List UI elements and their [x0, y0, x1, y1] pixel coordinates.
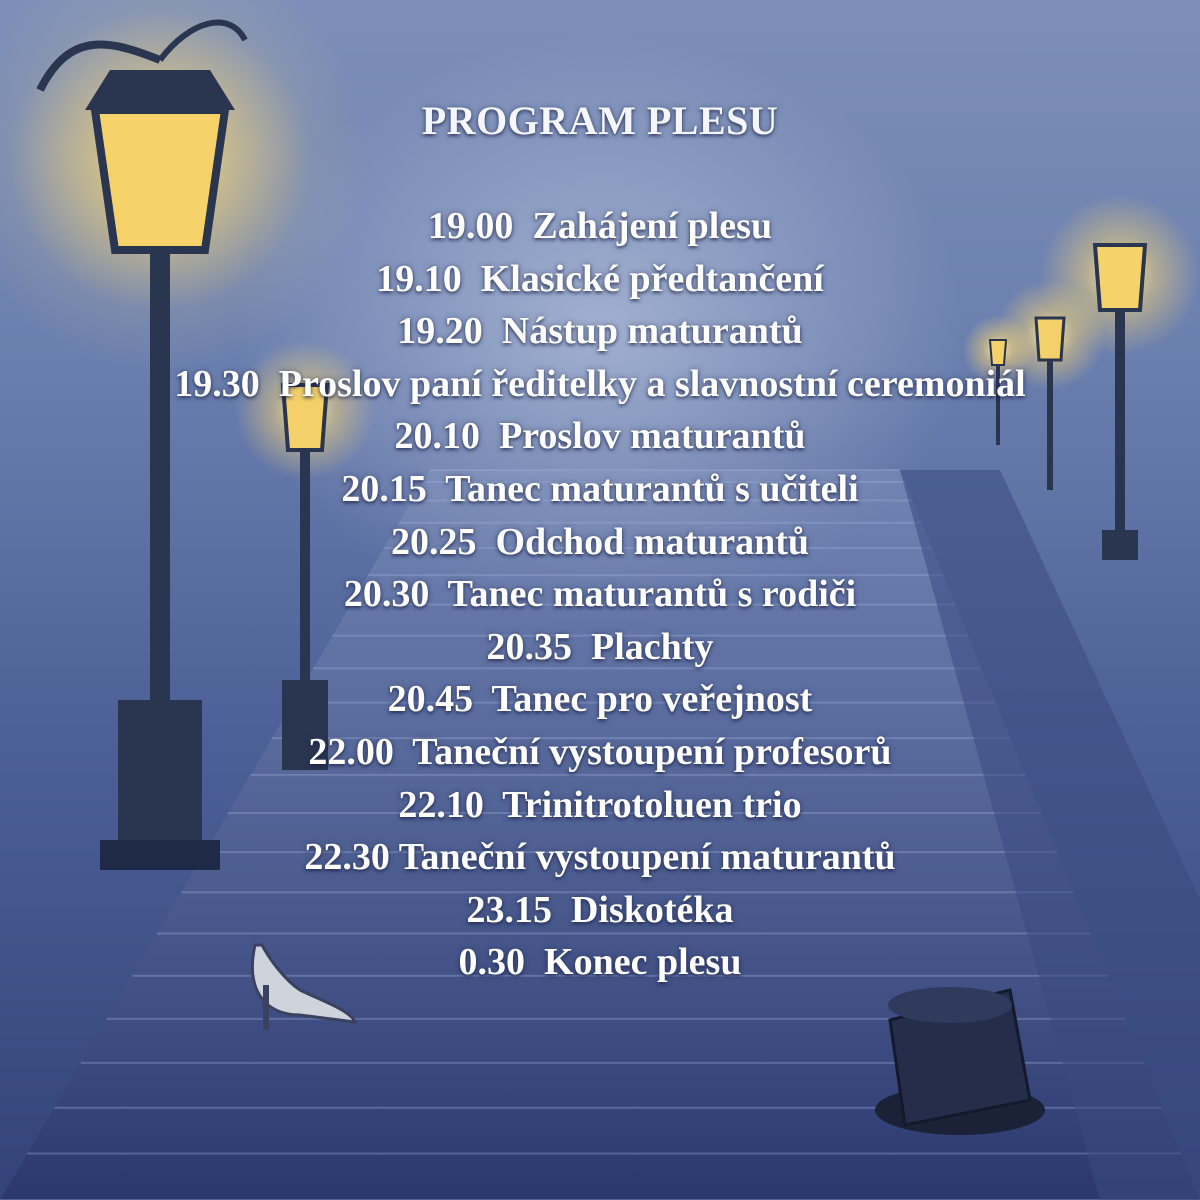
schedule-label: Proslov maturantů — [499, 415, 806, 458]
schedule-separator — [427, 468, 445, 510]
schedule-time: 20.35 — [486, 625, 573, 668]
schedule-separator — [483, 310, 502, 352]
schedule-time: 20.45 — [387, 678, 474, 721]
schedule-separator — [462, 258, 481, 300]
schedule-item — [0, 516, 1200, 569]
schedule-time: 23.15 — [466, 888, 552, 931]
schedule-separator — [429, 573, 447, 615]
schedule-item — [0, 410, 1200, 463]
schedule-item — [0, 884, 1200, 937]
schedule-item — [0, 779, 1200, 832]
schedule-label: Tanec pro veřejnost — [491, 678, 813, 721]
schedule-item — [0, 936, 1200, 989]
schedule-item — [0, 358, 1200, 411]
schedule-time: 19.10 — [376, 257, 462, 300]
schedule-time: 20.25 — [390, 520, 477, 563]
schedule-label: Tanec maturantů s rodiči — [447, 573, 857, 616]
schedule-label: Diskotéka — [570, 888, 734, 931]
program-title: PROGRAM PLESU — [421, 98, 779, 143]
schedule-item — [0, 200, 1200, 253]
schedule-item — [0, 726, 1200, 779]
schedule-item — [0, 621, 1200, 674]
schedule-label: Tanec maturantů s učiteli — [445, 467, 859, 510]
schedule-item — [0, 253, 1200, 306]
schedule-separator — [552, 889, 571, 931]
schedule-label: Zahájení plesu — [532, 205, 773, 247]
schedule-time: 19.20 — [397, 310, 483, 353]
schedule-label: Proslov paní ředitelky a slavnostní ceremoniál — [278, 362, 1026, 405]
schedule-separator — [394, 731, 412, 773]
schedule-item — [0, 568, 1200, 621]
schedule-item — [0, 463, 1200, 516]
schedule-separator — [390, 836, 399, 878]
schedule-item — [0, 831, 1200, 884]
schedule-time: 20.30 — [343, 573, 430, 616]
schedule-separator — [476, 521, 495, 563]
schedule-label: Klasické předtančení — [480, 257, 824, 300]
schedule-separator — [513, 205, 532, 247]
schedule-time: 20.10 — [394, 415, 481, 458]
schedule-time: 22.00 — [308, 730, 394, 773]
schedule-time: 19.00 — [427, 205, 514, 247]
schedule-separator — [572, 626, 591, 668]
schedule-separator — [473, 678, 491, 720]
schedule-separator — [260, 363, 279, 405]
schedule-list — [0, 200, 1200, 989]
schedule-time: 19.30 — [174, 362, 260, 405]
schedule-label: Taneční vystoupení maturantů — [398, 836, 896, 879]
schedule-label: Taneční vystoupení profesorů — [412, 730, 892, 773]
schedule-item — [0, 673, 1200, 726]
schedule-label: Plachty — [591, 625, 714, 668]
schedule-time: 22.30 — [304, 836, 390, 879]
schedule-separator — [480, 415, 499, 457]
schedule-separator — [525, 941, 544, 983]
schedule-label: Nástup maturantů — [501, 310, 803, 353]
schedule-item — [0, 305, 1200, 358]
schedule-separator — [484, 784, 502, 826]
schedule-time: 0.30 — [458, 941, 526, 984]
schedule-time: 20.15 — [341, 467, 427, 510]
schedule-time: 22.10 — [398, 783, 484, 826]
schedule-label: Konec plesu — [544, 941, 742, 984]
schedule-label: Odchod maturantů — [495, 520, 810, 563]
schedule-label: Trinitrotoluen trio — [502, 783, 802, 826]
